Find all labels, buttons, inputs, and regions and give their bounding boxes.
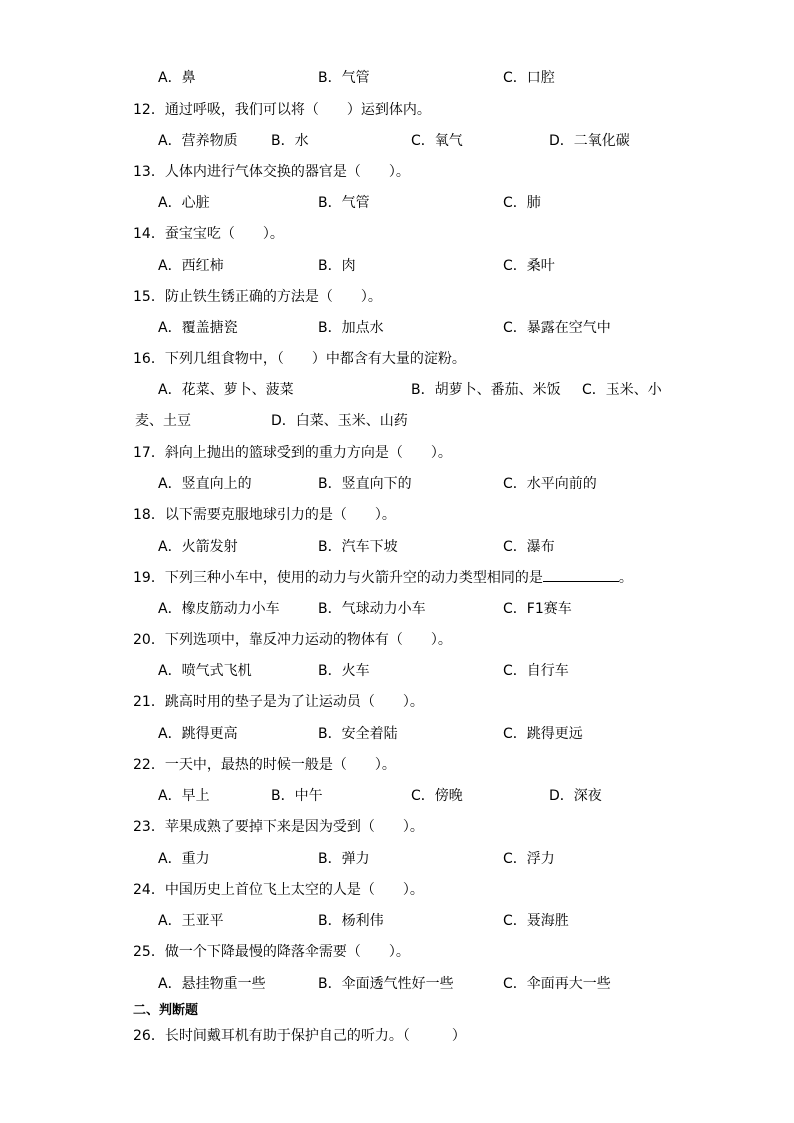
q16-option-d: D．白菜、玉米、山药 <box>271 413 408 429</box>
question-26: 26．长时间戴耳机有助于保护自己的听力。（ ） <box>133 1028 466 1044</box>
q25-option-b: B．伞面透气性好一些 <box>318 976 454 992</box>
question-21 <box>133 691 424 711</box>
question-stem: 苹果成熟了要掉下来是因为受到（ ）。 <box>164 819 424 835</box>
question-stem: 人体内进行气体交换的器官是（ ）。 <box>164 164 410 180</box>
question-18 <box>133 504 396 524</box>
section-title-judgement: 二、判断题 <box>133 1003 199 1018</box>
question-number: 12． <box>133 102 165 118</box>
q20-option-c: C．自行车 <box>503 663 569 679</box>
q11-option-c: C．口腔 <box>503 70 555 86</box>
question-stem: 防止铁生锈正确的方法是（ ）。 <box>164 289 382 305</box>
q25-option-a: A．悬挂物重一些 <box>158 976 266 992</box>
question-23 <box>133 816 424 836</box>
question-stem: 跳高时用的垫子是为了让运动员（ ）。 <box>164 694 424 710</box>
question-stem: 蚕宝宝吃（ ）。 <box>164 226 284 242</box>
question-15 <box>133 286 382 306</box>
q16-option-a: A．花菜、萝卜、菠菜 <box>158 382 294 398</box>
question-number: 22． <box>133 757 165 773</box>
q13-option-c: C．肺 <box>503 195 541 211</box>
q18-option-a: A．火箭发射 <box>158 539 238 555</box>
q16-option-c-continued: 麦、土豆 <box>135 413 191 429</box>
q22-option-b: B．中午 <box>271 788 323 804</box>
q23-option-c: C．浮力 <box>503 851 555 867</box>
q21-option-c: C．跳得更远 <box>503 726 583 742</box>
q15-option-b: B．加点水 <box>318 320 384 336</box>
q16-option-c: C．玉米、小 <box>582 382 662 398</box>
question-number: 17． <box>133 445 165 461</box>
question-stem: 以下需要克服地球引力的是（ ）。 <box>164 507 396 523</box>
answer-blank[interactable] <box>543 569 619 582</box>
question-stem: 下列三种小车中，使用的动力与火箭升空的动力类型相同的是 <box>164 570 543 586</box>
q20-option-b: B．火车 <box>318 663 370 679</box>
q12-option-a: A．营养物质 <box>158 133 238 149</box>
q23-option-b: B．弹力 <box>318 851 370 867</box>
question-stem: 一天中，最热的时候一般是（ ）。 <box>164 757 396 773</box>
q17-option-a: A．竖直向上的 <box>158 476 252 492</box>
question-17 <box>133 442 452 462</box>
q24-option-b: B．杨利伟 <box>318 913 384 929</box>
q22-option-c: C．傍晚 <box>411 788 463 804</box>
question-13 <box>133 161 410 181</box>
question-number: 14． <box>133 226 165 242</box>
question-number: 18． <box>133 507 165 523</box>
q18-option-c: C．瀑布 <box>503 539 555 555</box>
question-12 <box>133 99 431 119</box>
q24-option-a: A．王亚平 <box>158 913 224 929</box>
q17-option-c: C．水平向前的 <box>503 476 597 492</box>
q19-option-b: B．气球动力小车 <box>318 601 426 617</box>
question-stem: 下列几组食物中，（ ）中都含有大量的淀粉。 <box>164 351 466 367</box>
q18-option-b: B．汽车下坡 <box>318 539 398 555</box>
q25-option-c: C．伞面再大一些 <box>503 976 611 992</box>
q21-option-a: A．跳得更高 <box>158 726 238 742</box>
question-16 <box>133 348 466 368</box>
question-14 <box>133 223 284 243</box>
question-number: 24． <box>133 882 165 898</box>
q11-option-b: B．气管 <box>318 70 370 86</box>
q20-option-a: A．喷气式飞机 <box>158 663 252 679</box>
question-stem: 做一个下降最慢的降落伞需要（ ）。 <box>164 944 410 960</box>
question-number: 19． <box>133 570 165 586</box>
question-stem: 通过呼吸，我们可以将（ ）运到体内。 <box>164 102 431 118</box>
question-19 <box>133 567 633 587</box>
question-stem: 中国历史上首位飞上太空的人是（ ）。 <box>164 882 424 898</box>
q19-option-a: A．橡皮筋动力小车 <box>158 601 280 617</box>
question-number: 16． <box>133 351 165 367</box>
q19-option-c: C．F1赛车 <box>503 601 572 617</box>
q14-option-b: B．肉 <box>318 258 356 274</box>
question-number: 21． <box>133 694 165 710</box>
question-number: 23． <box>133 819 165 835</box>
question-number: 15． <box>133 289 165 305</box>
q21-option-b: B．安全着陆 <box>318 726 398 742</box>
q14-option-a: A．西红柿 <box>158 258 224 274</box>
q22-option-d: D．深夜 <box>549 788 602 804</box>
question-stem: 斜向上抛出的篮球受到的重力方向是（ ）。 <box>164 445 452 461</box>
q14-option-c: C．桑叶 <box>503 258 555 274</box>
q16-option-b: B．胡萝卜、番茄、米饭 <box>411 382 561 398</box>
question-22 <box>133 754 396 774</box>
question-number: 20． <box>133 632 165 648</box>
q23-option-a: A．重力 <box>158 851 210 867</box>
question-24 <box>133 879 424 899</box>
q15-option-c: C．暴露在空气中 <box>503 320 611 336</box>
question-number: 13． <box>133 164 165 180</box>
q13-option-b: B．气管 <box>318 195 370 211</box>
q17-option-b: B．竖直向下的 <box>318 476 412 492</box>
q24-option-c: C．聂海胜 <box>503 913 569 929</box>
question-stem-end: 。 <box>618 570 633 586</box>
question-20 <box>133 629 452 649</box>
question-number: 25． <box>133 944 165 960</box>
question-25 <box>133 941 410 961</box>
question-stem: 下列选项中，靠反冲力运动的物体有（ ）。 <box>164 632 452 648</box>
q13-option-a: A．心脏 <box>158 195 210 211</box>
q12-option-c: C．氧气 <box>411 133 463 149</box>
q12-option-b: B．水 <box>271 133 309 149</box>
q12-option-d: D．二氧化碳 <box>549 133 630 149</box>
q15-option-a: A．覆盖搪瓷 <box>158 320 238 336</box>
q11-option-a: A．鼻 <box>158 70 196 86</box>
q22-option-a: A．早上 <box>158 788 210 804</box>
